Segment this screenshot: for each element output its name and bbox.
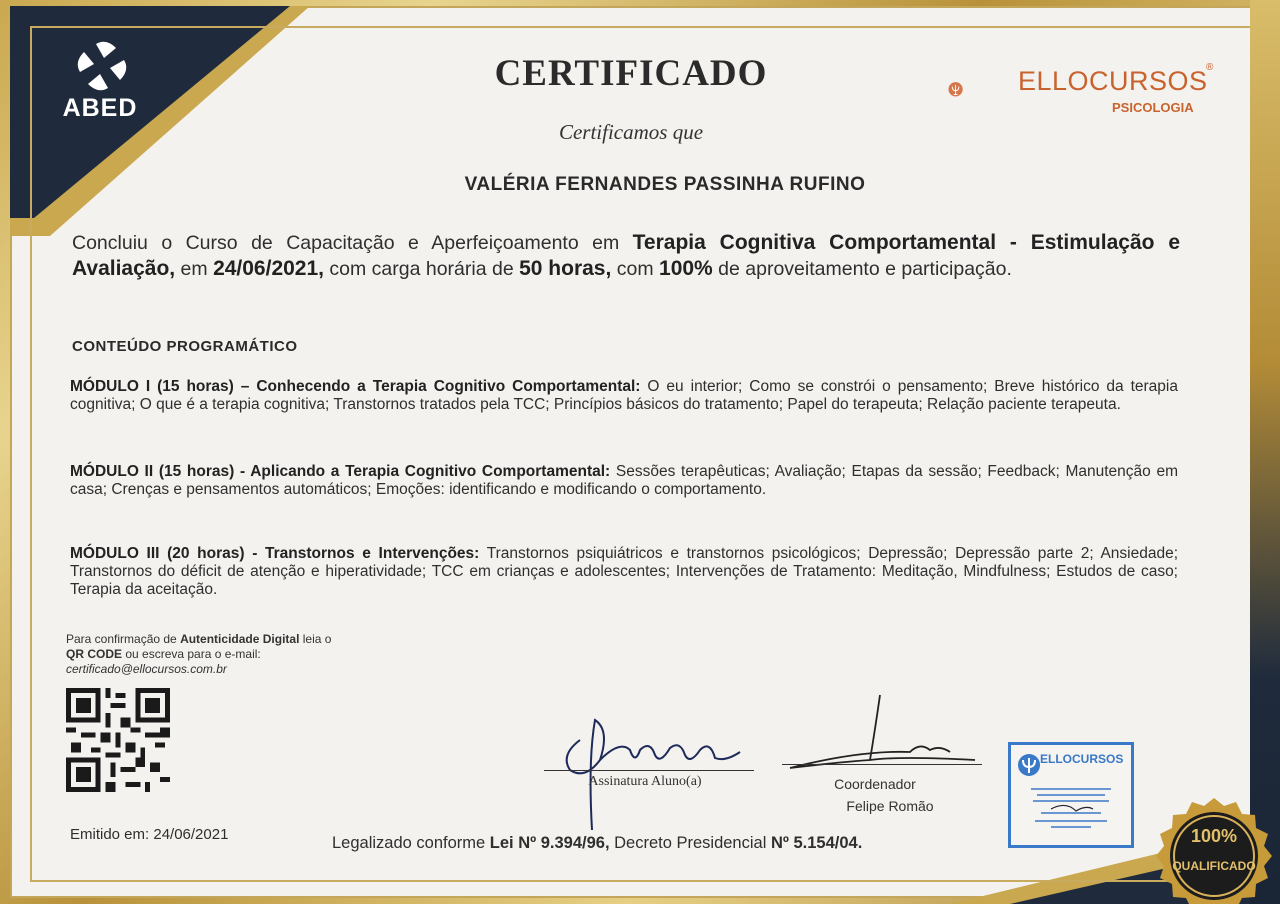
certificate-title: CERTIFICADO <box>494 53 768 94</box>
seal-top-text: 100% <box>1190 826 1238 846</box>
qr-code-icon[interactable] <box>66 688 170 792</box>
legal-bold: Lei Nº 9.394/96, <box>489 834 610 852</box>
stamp-psi-icon <box>1017 753 1041 777</box>
coordinator-signature-line <box>782 764 982 765</box>
module-heading: MÓDULO II (15 horas) - Aplicando a Terapia Cognitivo Comportamental: <box>70 463 611 480</box>
stamp-title: ELLOCURSOS <box>1040 752 1124 766</box>
ellocursos-logo-name: ELLOCURSOS <box>1018 66 1208 96</box>
ellocursos-psi-icon <box>948 58 1012 122</box>
coordinator-signature-image <box>780 690 980 780</box>
student-signature-label: Assinatura Aluno(a) <box>588 774 702 789</box>
authentication-note <box>66 632 426 677</box>
auth-text: leia o <box>299 632 332 646</box>
statement-text: com carga horária de <box>324 258 520 280</box>
course-hours: 50 horas, <box>519 257 612 280</box>
module-text: Sessões terapêuticas; Avaliação; Etapas da sessão; Feedback; Manutenção em casa; Crenças e pensamentos automáticos; Emoções: identificando e modificando o comportamento. <box>70 463 1178 498</box>
course-name: Terapia Cognitiva Comportamental - Estimulação e Avaliação, <box>72 231 1180 280</box>
statement-text: de aproveitamento e participação. <box>712 258 1012 280</box>
auth-bold: QR CODE <box>66 647 123 661</box>
emission-date: Emitido em: 24/06/2021 <box>70 826 229 843</box>
module-heading: MÓDULO I (15 horas) – Conhecendo a Terapia Cognitivo Comportamental: <box>70 378 641 395</box>
statement-text: em <box>175 258 214 280</box>
statement-text: com <box>611 258 660 280</box>
auth-text: ou escreva para o e-mail: <box>122 647 261 661</box>
module-item <box>70 378 1178 414</box>
auth-bold: Autenticidade Digital <box>180 632 300 646</box>
program-title: CONTEÚDO PROGRAMÁTICO <box>72 338 298 355</box>
module-text: Transtornos psiquiátricos e transtornos psicológicos; Depressão; Depressão parte 2; Ansiedade; Transtornos do déficit de atenção e hiperatividade; TCC em crianças e adolescentes; Intervenções de Tratamento: Meditação, Mindfulness; Estudos de caso; Terapia da aceitação. <box>70 545 1179 598</box>
certifies-subtitle: Certificamos que <box>558 120 704 144</box>
auth-email[interactable]: certificado@ellocursos.com.br <box>66 662 227 676</box>
module-text: O eu interior; Como se constrói o pensamento; Breve histórico da terapia cognitiva; O que é a terapia cognitiva; Transtornos tratados pela TCC; Princípios básicos do tratamento; Papel do terapeuta; Relação paciente terapeuta. <box>70 378 1178 413</box>
stamp-fine-print-icon <box>1021 783 1121 833</box>
statement-text: Concluiu o Curso de Capacitação e Aperfeiçoamento em <box>72 232 633 254</box>
qualified-seal-icon <box>1150 794 1274 904</box>
legal-text: Legalizado conforme <box>332 834 490 852</box>
legal-bold: Nº 5.154/04. <box>770 834 863 852</box>
module-heading: MÓDULO III (20 horas) - Transtornos e Intervenções: <box>70 545 480 562</box>
seal-bottom-text: QUALIFICADO <box>1172 859 1256 873</box>
abed-logo-text: ABED <box>62 94 138 122</box>
completion-date: 24/06/2021, <box>213 257 324 280</box>
module-item <box>70 463 1178 499</box>
student-signature-line <box>544 770 754 771</box>
legal-text: Decreto Presidencial <box>609 834 771 852</box>
coordinator-signature-label: Coordenador <box>834 776 916 792</box>
auth-text: Para confirmação de <box>66 632 181 646</box>
registered-mark: ® <box>1206 62 1214 73</box>
ellocursos-logo-sub: PSICOLOGIA <box>1112 100 1194 115</box>
course-percent: 100% <box>659 257 713 280</box>
module-item <box>70 545 1178 599</box>
coordinator-name: Felipe Romão <box>846 798 934 814</box>
completion-statement <box>72 230 1180 282</box>
right-edge-decoration <box>1250 0 1280 904</box>
recipient-name: VALÉRIA FERNANDES PASSINHA RUFINO <box>464 174 866 195</box>
